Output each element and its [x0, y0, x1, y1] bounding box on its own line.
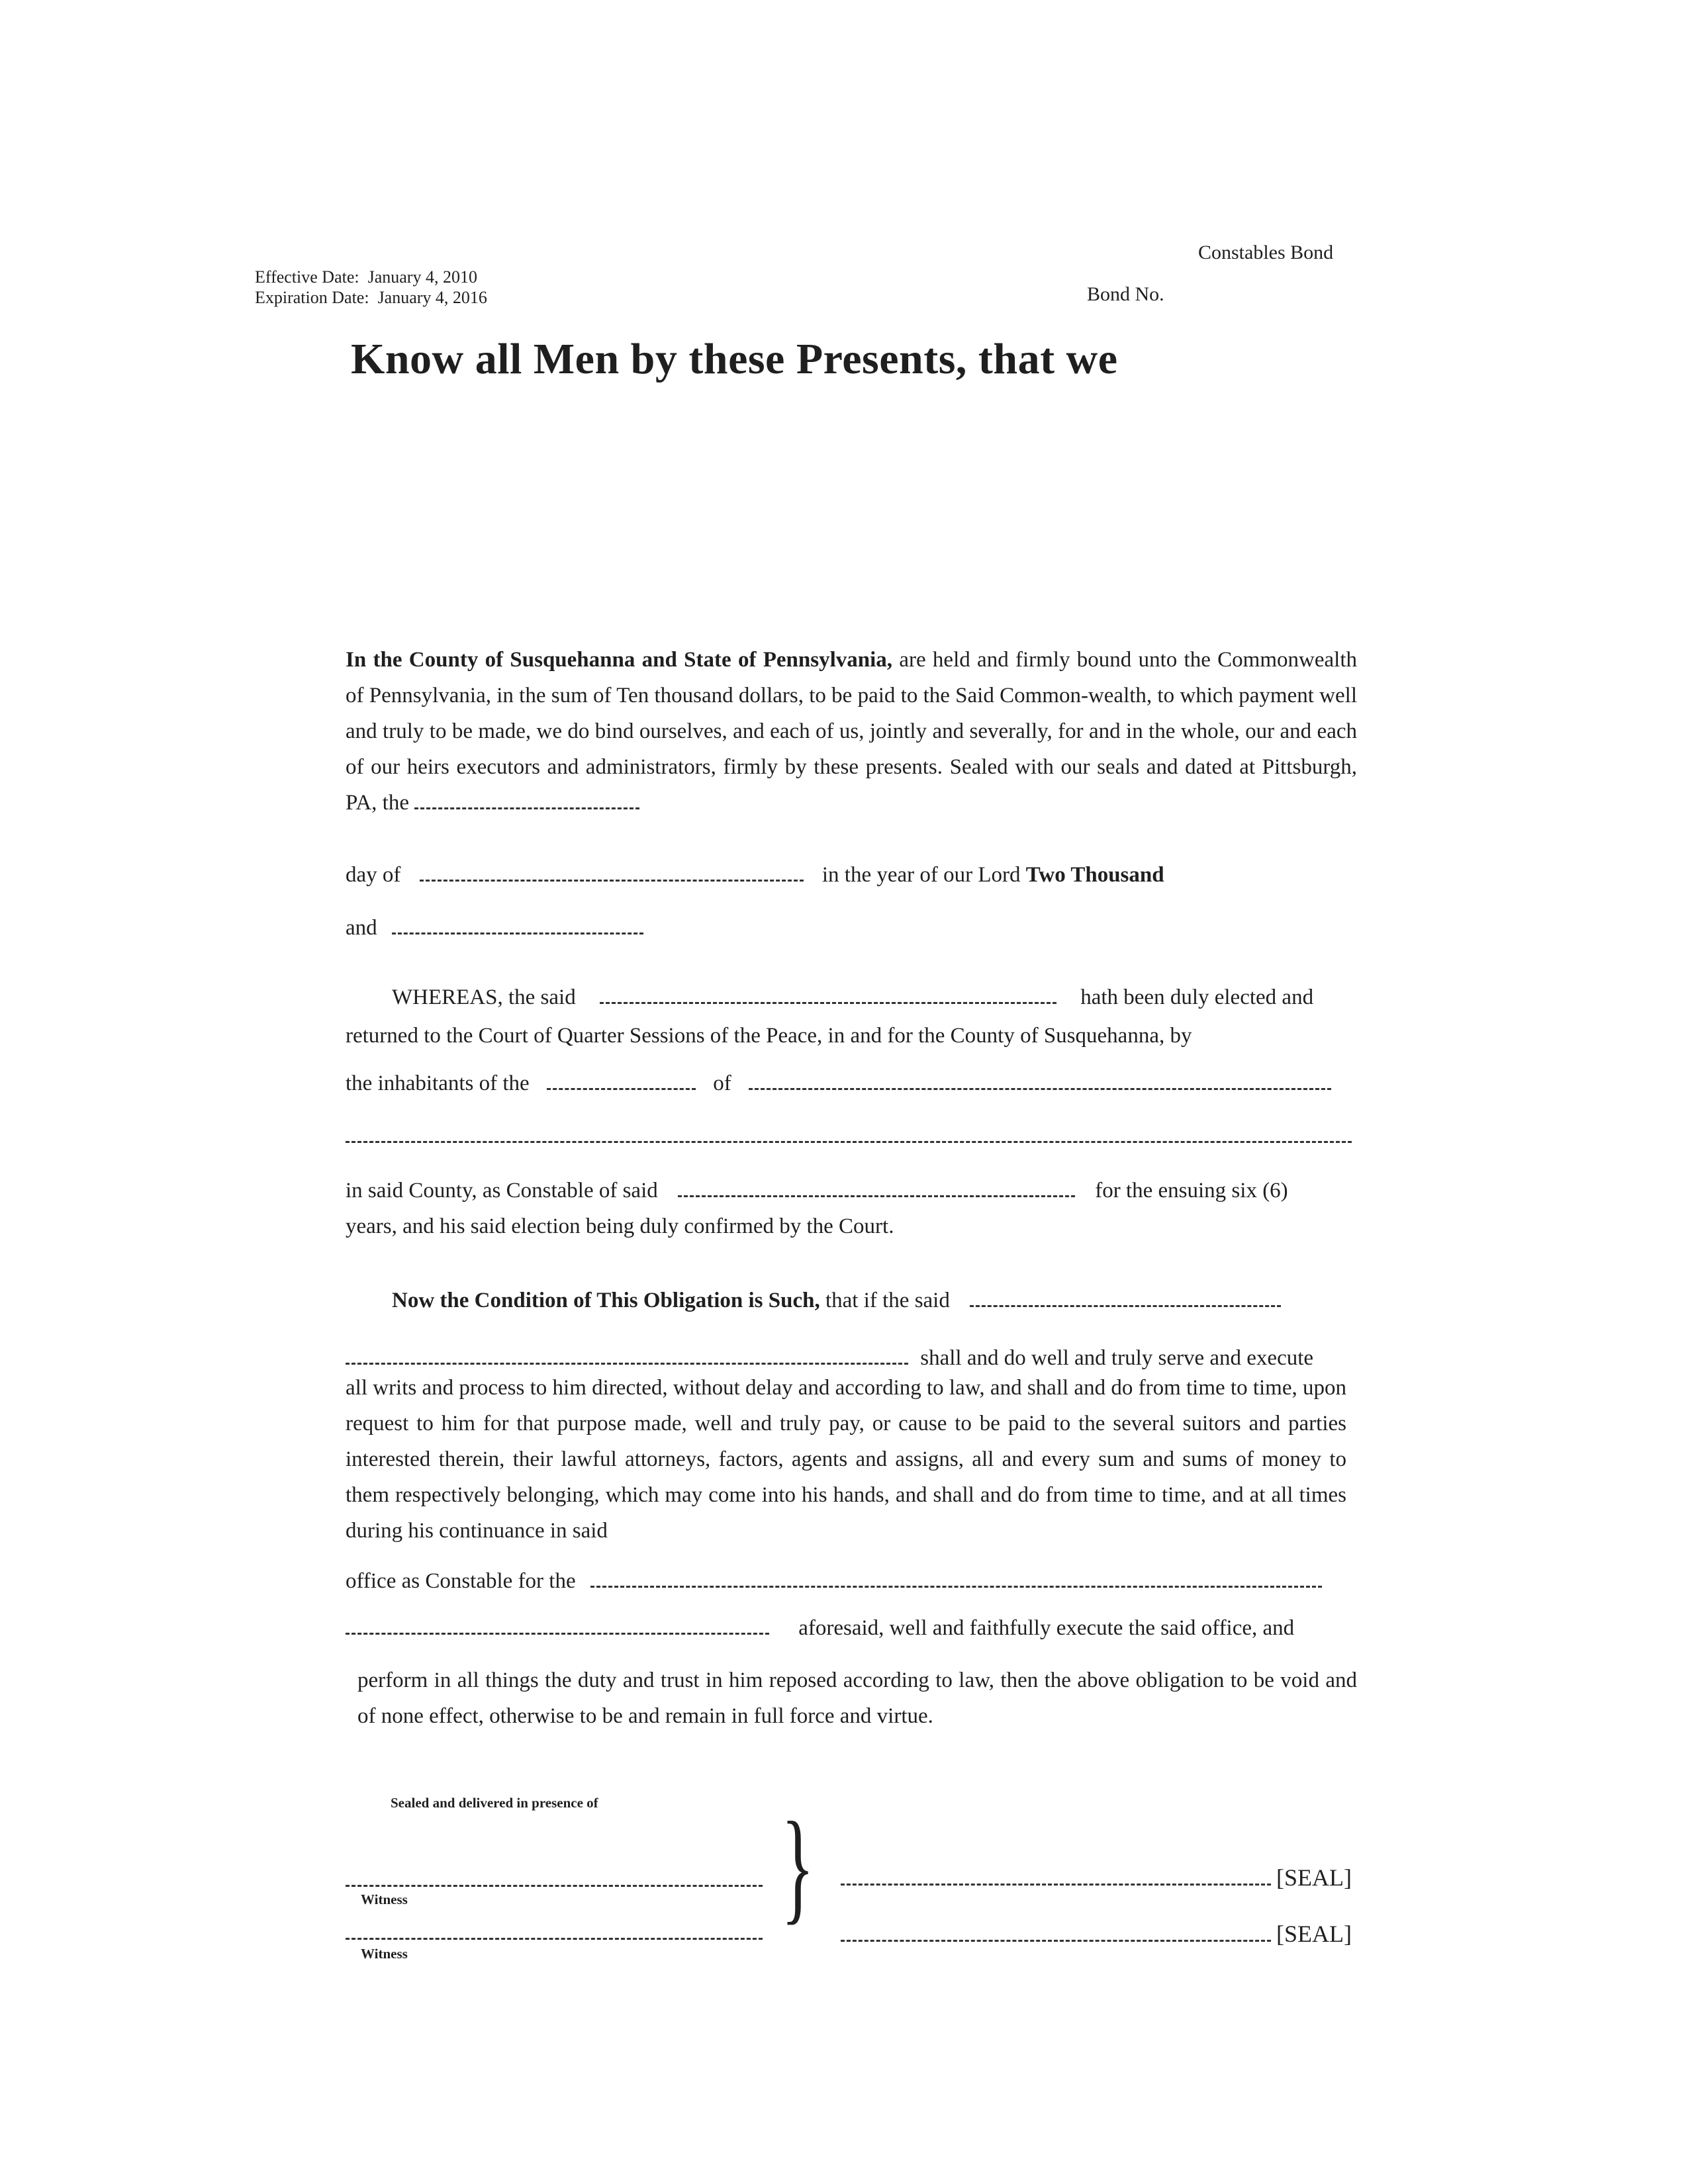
expiration-label: Expiration Date:	[255, 288, 369, 307]
municipality-blank[interactable]	[749, 1069, 1331, 1090]
aforesaid-line	[346, 1610, 1294, 1646]
witness-1-line[interactable]	[346, 1866, 763, 1890]
seal-1-label: [SEAL]	[1276, 1864, 1352, 1891]
whereas-label: WHEREAS, the said	[392, 985, 576, 1009]
witness-2-label: Witness	[361, 1946, 408, 1962]
office-line	[346, 1563, 1322, 1599]
day-blank[interactable]	[420, 861, 804, 882]
condition-name-blank-2[interactable]	[346, 1344, 908, 1365]
seal-2-line	[841, 1916, 1352, 1953]
bond-paragraph-text: are held and firmly bound unto the Commonwealth of Pennsylvania, in the sum of Ten thousand dollars, to be paid to the Said Common-wealth, to which payment well and truly to be made, we do bind ourselves, and each of us, jointly and severally, for and in the whole, our and each of our heirs executors and administrators, firmly by these presents. Sealed with our seals and dated at Pittsburgh, PA, the	[346, 648, 1357, 815]
expiration-date-line	[255, 287, 487, 308]
inhabitants-line	[346, 1066, 1331, 1101]
aforesaid-label: aforesaid, well and faithfully execute the said office, and	[798, 1616, 1295, 1640]
witness-2-line[interactable]	[346, 1919, 763, 1943]
constable-name-blank[interactable]	[600, 983, 1056, 1004]
returned-line: returned to the Court of Quarter Sessions of the Peace, in and for the County of Susquehanna, by	[346, 1024, 1192, 1048]
and-label: and	[346, 916, 377, 940]
two-thousand: Two Thousand	[1025, 863, 1164, 887]
year-blank[interactable]	[392, 914, 643, 934]
sealed-label: Sealed and delivered in presence of	[391, 1795, 598, 1811]
office-blank[interactable]	[590, 1567, 1322, 1588]
bond-paragraph-lead: In the County of Susquehanna and State of Pennsylvania,	[346, 648, 893, 672]
witness-1-blank[interactable]	[346, 1866, 763, 1887]
municipality-line-2	[346, 1118, 1352, 1154]
bond-no-label: Bond No.	[1087, 283, 1164, 305]
office-label: office as Constable for the	[346, 1569, 576, 1593]
confirmed-line: years, and his said election being duly confirmed by the Court.	[346, 1214, 894, 1238]
inhabitants-label: the inhabitants of the	[346, 1071, 530, 1095]
year-label: in the year of our Lord	[821, 863, 1021, 887]
page-title: Know all Men by these Presents, that we	[351, 335, 1118, 383]
signer-1-blank[interactable]	[841, 1865, 1271, 1886]
brace-icon: }	[781, 1797, 815, 1936]
office-blank-2[interactable]	[346, 1614, 769, 1635]
bond-paragraph	[346, 642, 1357, 821]
seal-1-line	[841, 1860, 1352, 1897]
effective-label: Effective Date:	[255, 267, 359, 287]
witness-1-label: Witness	[361, 1891, 408, 1907]
county-line	[346, 1173, 1288, 1208]
effective-date: January 4, 2010	[367, 267, 477, 287]
whereas-line	[392, 979, 1313, 1015]
constable-of-blank[interactable]	[678, 1177, 1075, 1197]
day-of-line	[346, 857, 1164, 893]
day-of-label: day of	[346, 863, 401, 887]
seal-2-label: [SEAL]	[1276, 1921, 1352, 1947]
of-label: of	[713, 1071, 731, 1095]
condition-if-said: that if the said	[820, 1289, 950, 1312]
serve-label: shall and do well and truly serve and execute	[920, 1346, 1314, 1370]
witness-2-blank[interactable]	[346, 1919, 763, 1940]
whereas-elected: hath been duly elected and	[1080, 985, 1314, 1009]
expiration-date: January 4, 2016	[377, 288, 487, 307]
signer-2-blank[interactable]	[841, 1921, 1271, 1942]
condition-line	[392, 1283, 1281, 1318]
form-name: Constables Bond	[1198, 242, 1334, 263]
date-blank[interactable]	[414, 789, 639, 809]
perform-paragraph: perform in all things the duty and trust in him reposed according to law, then the above obligation to be void and of none effect, otherwise to be and remain in full force and virtue.	[357, 1668, 1357, 1728]
condition-name-blank[interactable]	[970, 1287, 1281, 1307]
condition-body: all writs and process to him directed, without delay and according to law, and shall and do from time to time, upon request to him for that purpose made, well and truly pay, or cause to be paid to the several suitors and parties interested therein, their lawful attorneys, factors, agents and assigns, all and every sum and sums of money to them respectively belonging, which may come into his hands, and shall and do from time to time, and at all times during his continuance in said	[346, 1376, 1346, 1543]
municipality-type-blank[interactable]	[547, 1069, 696, 1090]
condition-lead: Now the Condition of This Obligation is Such,	[392, 1289, 820, 1312]
effective-date-line	[255, 267, 477, 288]
municipality-blank-2[interactable]	[346, 1122, 1352, 1143]
ensuing-label: for the ensuing six (6)	[1095, 1179, 1288, 1203]
and-line	[346, 910, 643, 946]
county-label: in said County, as Constable of said	[346, 1179, 658, 1203]
